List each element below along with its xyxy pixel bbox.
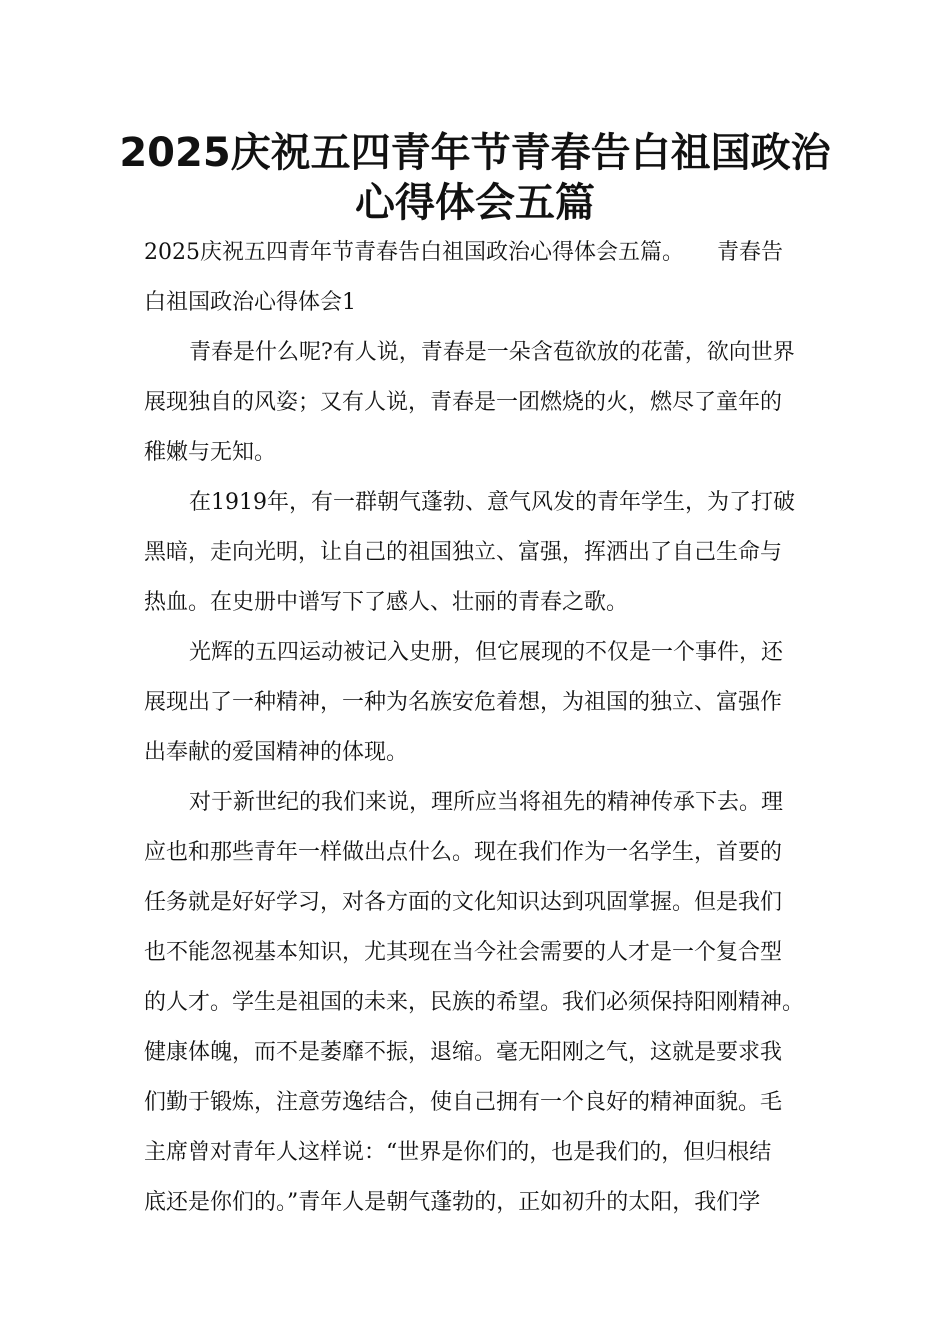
title-line-1: 2025庆祝五四青年节青春告白祖国政治 bbox=[119, 130, 831, 176]
text-line: 任务就是好好学习，对各方面的文化知识达到巩固掌握。但是我们 bbox=[144, 890, 783, 915]
document-title bbox=[100, 128, 850, 228]
text-line: 白祖国政治心得体会1 bbox=[144, 290, 356, 315]
text-line: 的人才。学生是祖国的未来，民族的希望。我们必须保持阳刚精神。 bbox=[144, 990, 805, 1015]
text-line: 也不能忽视基本知识，尤其现在当今社会需要的人才是一个复合型 bbox=[144, 940, 783, 965]
text-line: 在1919年，有一群朝气蓬勃、意气风发的青年学生，为了打破 bbox=[189, 490, 795, 515]
text-line: 们勤于锻炼，注意劳逸结合，使自己拥有一个良好的精神面貌。毛 bbox=[144, 1090, 783, 1115]
paragraph-youth-definition bbox=[144, 328, 824, 478]
paragraph-intro bbox=[144, 228, 824, 328]
text-line: 底还是你们的。”青年人是朝气蓬勃的，正如初升的太阳，我们学 bbox=[144, 1190, 761, 1215]
text-line: 稚嫩与无知。 bbox=[144, 440, 277, 465]
text-line: 热血。在史册中谱写下了感人、壮丽的青春之歌。 bbox=[144, 590, 629, 615]
text-line: 展现独自的风姿；又有人说，青春是一团燃烧的火，燃尽了童年的 bbox=[144, 390, 783, 415]
paragraph-new-century bbox=[144, 778, 824, 1228]
text-line: 应也和那些青年一样做出点什么。现在我们作为一名学生，首要的 bbox=[144, 840, 783, 865]
paragraph-1919 bbox=[144, 478, 824, 628]
text-line: 出奉献的爱国精神的体现。 bbox=[144, 740, 409, 765]
text-line: 黑暗，走向光明，让自己的祖国独立、富强，挥洒出了自己生命与 bbox=[144, 540, 783, 565]
text-line: 对于新世纪的我们来说，理所应当将祖先的精神传承下去。理 bbox=[189, 790, 784, 815]
text-line: 展现出了一种精神，一种为名族安危着想，为祖国的独立、富强作 bbox=[144, 690, 783, 715]
text-line: 主席曾对青年人这样说：“世界是你们的，也是我们的，但归根结 bbox=[144, 1140, 772, 1165]
title-line-2: 心得体会五篇 bbox=[355, 180, 595, 226]
text-line: 光辉的五四运动被记入史册，但它展现的不仅是一个事件，还 bbox=[189, 640, 784, 665]
document-body bbox=[144, 228, 824, 1228]
text-line: 健康体魄，而不是萎靡不振，退缩。毫无阳刚之气，这就是要求我 bbox=[144, 1040, 783, 1065]
paragraph-may-fourth bbox=[144, 628, 824, 778]
text-line: 青春是什么呢?有人说，青春是一朵含苞欲放的花蕾，欲向世界 bbox=[189, 340, 795, 365]
text-line: 2025庆祝五四青年节青春告白祖国政治心得体会五篇。 青春告 bbox=[144, 240, 783, 265]
